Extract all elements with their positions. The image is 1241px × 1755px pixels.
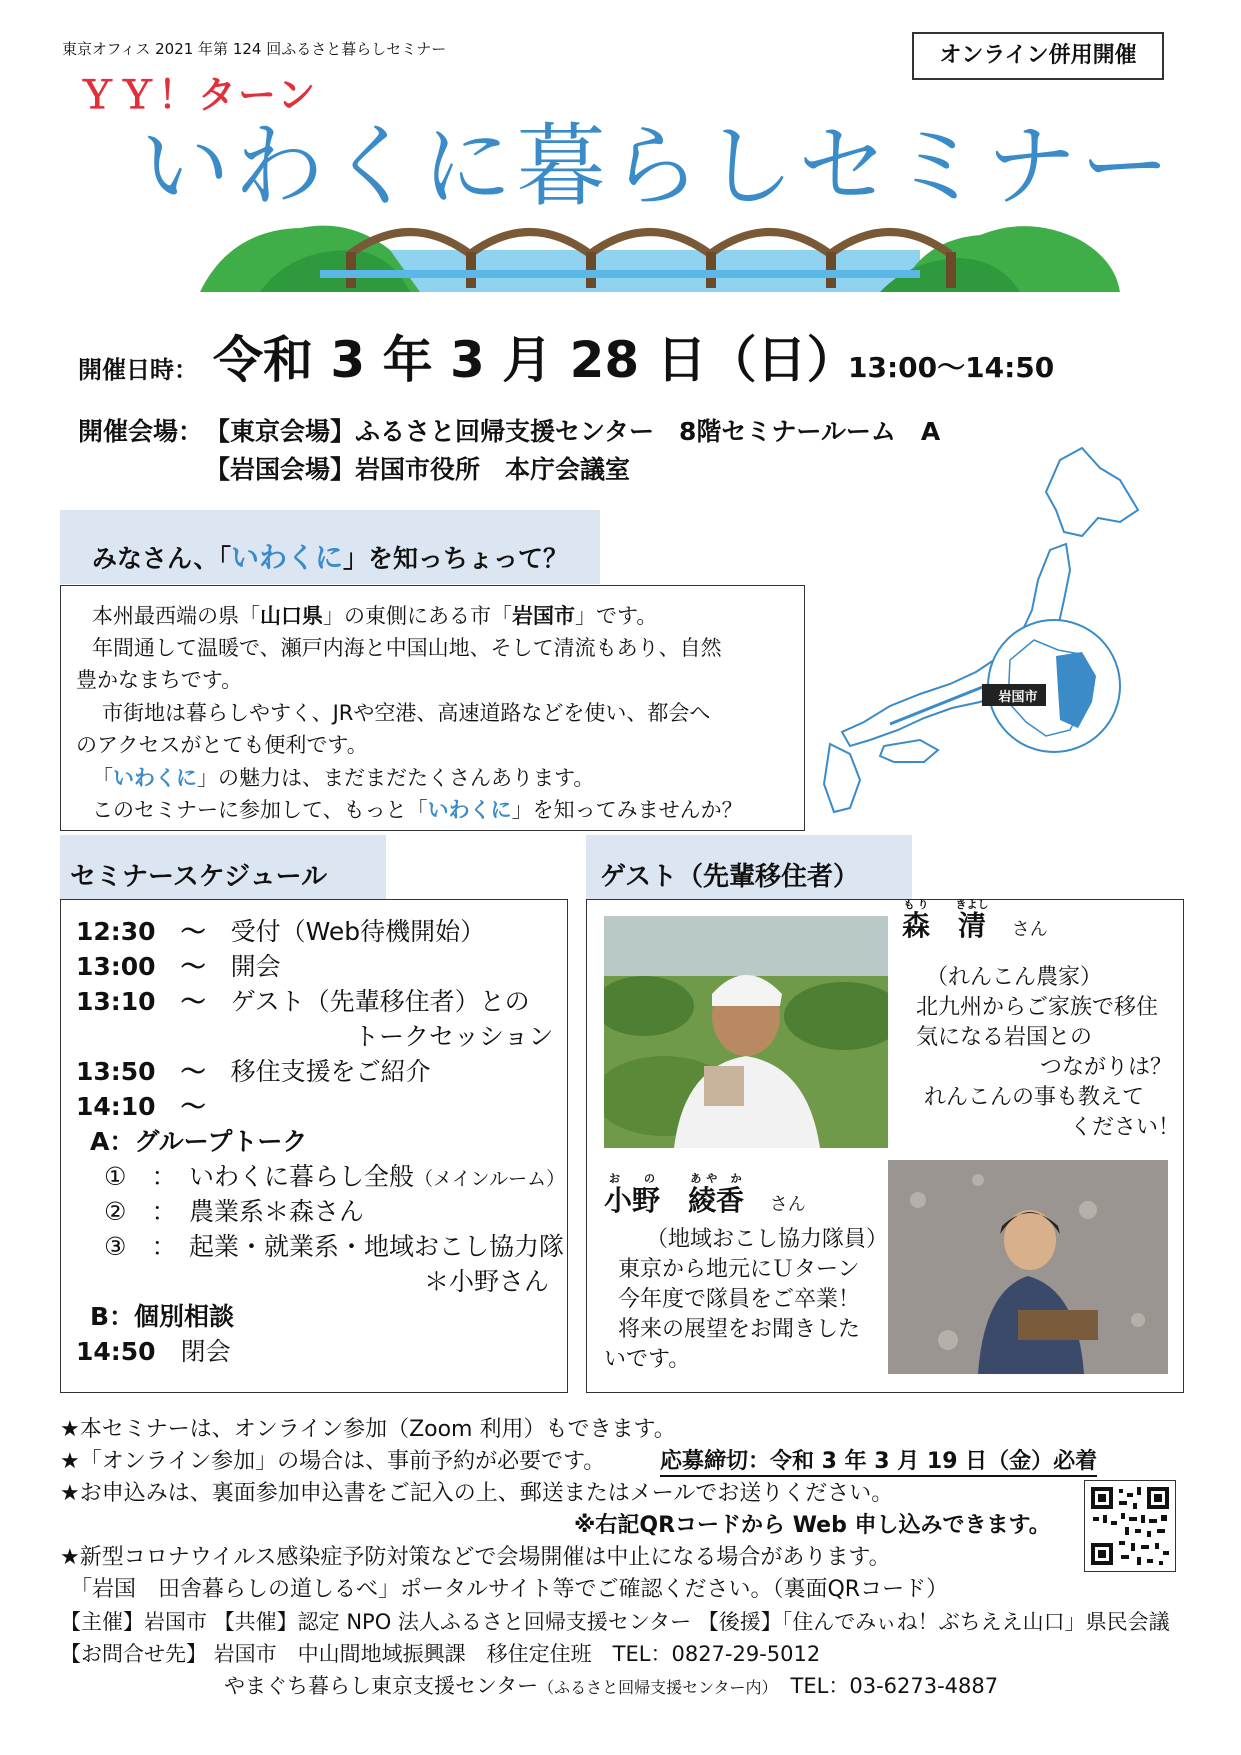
schedule-a2: ② ： 農業系＊森さん [104,1197,364,1226]
guest1-desc-5: ください！ [1070,1115,1181,1140]
guest2-name: 小野お の 綾香あや か さん [604,1172,806,1217]
note-5: 「岩国 田舎暮らしの道しるべ」ポータルサイト等でご確認ください。（裏面QRコード） [70,1577,949,1602]
venue-label: 開催会場： [78,417,204,446]
schedule-row-4: 13:50 ～ 移住支援をご紹介 [76,1057,431,1086]
venue-tokyo: 【東京会場】ふるさと回帰支援センター 8階セミナールーム A [205,417,941,446]
deadline: 応募締切：令和 3 年 3 月 19 日（金）必着 [660,1444,1097,1477]
guest2-role: （地域おこし協力隊員） [646,1227,889,1252]
guest-photo-ono [888,1160,1168,1374]
schedule-row-3: 13:10 ～ ゲスト（先輩移住者）との [76,987,530,1016]
guest2-desc-4: いです。 [604,1347,691,1372]
schedule-group-a: A：グループトーク [90,1127,308,1156]
schedule-row-5: 14:10 ～ [76,1092,206,1121]
intro-line-4: 市街地は暮らしやすく、JRや空港、高速道路などを使い、都会へ [102,701,711,725]
schedule-a3b: ＊小野さん [424,1267,550,1296]
note-1: ★本セミナーは、オンライン参加（Zoom 利用）もできます。 [60,1417,676,1442]
event-time: 13:00～14:50 [848,351,1055,384]
schedule-heading: セミナースケジュール [70,862,328,892]
guest2-desc-1: 東京から地元にＵターン [618,1257,860,1282]
guest1-desc-3: つながりは？ [1040,1055,1173,1080]
note-2: ★「オンライン参加」の場合は、事前予約が必要です。 [60,1449,606,1474]
schedule-a3: ③ ： 起業・就業系・地域おこし協力隊 [104,1232,564,1261]
guest1-desc-4: れんこんの事も教えて [924,1085,1145,1110]
intro-line-2: 年間通して温暖で、瀬戸内海と中国山地、そして清流もあり、自然 [92,636,722,660]
footer-contact-1: 【お問合せ先】 岩国市 中山間地域振興課 移住定住班 TEL：0827-29-5012 [60,1642,821,1666]
date-label: 開催日時： [78,356,198,384]
venue-iwakuni: 【岩国会場】岩国市役所 本庁会議室 [205,455,631,484]
guest1-role: （れんこん農家） [926,965,1103,990]
intro-line-6: 「いわくに」の魅力は、まだまだたくさんあります。 [92,766,595,790]
schedule-row-6: 14:50 閉会 [76,1337,231,1366]
intro-line-3: 豊かなまちです。 [76,668,243,692]
intro-line-5: のアクセスがとても便利です。 [76,733,368,757]
guest1-desc-1: 北九州からご家族で移住 [916,995,1159,1020]
series-label: 東京オフィス 2021 年第 124 回ふるさと暮らしセミナー [62,40,447,58]
intro-line-7: このセミナーに参加して、もっと「いわくに」を知ってみませんか？ [92,798,743,822]
intro-heading: みなさん、「いわくに」を知っちょって？ [92,541,569,574]
note-3: ★お申込みは、裏面参加申込書をご記入の上、郵送またはメールでお送りください。 [60,1481,894,1506]
guest-photo-mori [604,916,888,1148]
page-title: いわくに暮らしセミナー [140,114,1174,219]
subtitle: ＹＹ！ターン [78,73,318,117]
schedule-row-3b: トークセッション [354,1022,554,1051]
event-date: 令和 3 年 3 月 28 日（日） [213,331,857,389]
guest2-desc-2: 今年度で隊員をご卒業！ [618,1287,861,1312]
schedule-a1: ① ： いわくに暮らし全般（メインルーム） [104,1162,566,1191]
qr-code[interactable] [1084,1480,1176,1572]
guest-heading: ゲスト（先輩移住者） [600,862,859,892]
online-badge: オンライン併用開催 [912,32,1164,80]
qr-note: ※右記QRコードから Web 申し込みできます。 [574,1513,1051,1538]
map-city-label: 岩国市 [998,690,1038,705]
note-4: ★新型コロナウイルス感染症予防対策などで会場開催は中止になる場合があります。 [60,1545,891,1570]
japan-map [820,440,1150,860]
schedule-group-b: B：個別相談 [90,1302,235,1331]
guest2-desc-3: 将来の展望をお聞きした [618,1317,861,1342]
guest1-desc-2: 気になる岩国との [916,1025,1093,1050]
schedule-row-2: 13:00 ～ 開会 [76,952,281,981]
guest1-name: 森もり 清きよし さん [902,898,1048,942]
intro-line-1: 本州最西端の県「山口県」の東側にある市「岩国市」です。 [92,604,658,628]
footer-contact-2: やまぐち暮らし東京支援センター（ふるさと回帰支援センター内） TEL：03-6273-4887 [224,1674,999,1698]
bridge-illustration [200,210,1120,292]
schedule-row-1: 12:30 ～ 受付（Web待機開始） [76,917,486,946]
footer-org: 【主催】岩国市 【共催】認定 NPO 法人ふるさと回帰支援センター 【後援】「住んでみぃね！ぶちええ山口」県民会議 [60,1610,1170,1634]
